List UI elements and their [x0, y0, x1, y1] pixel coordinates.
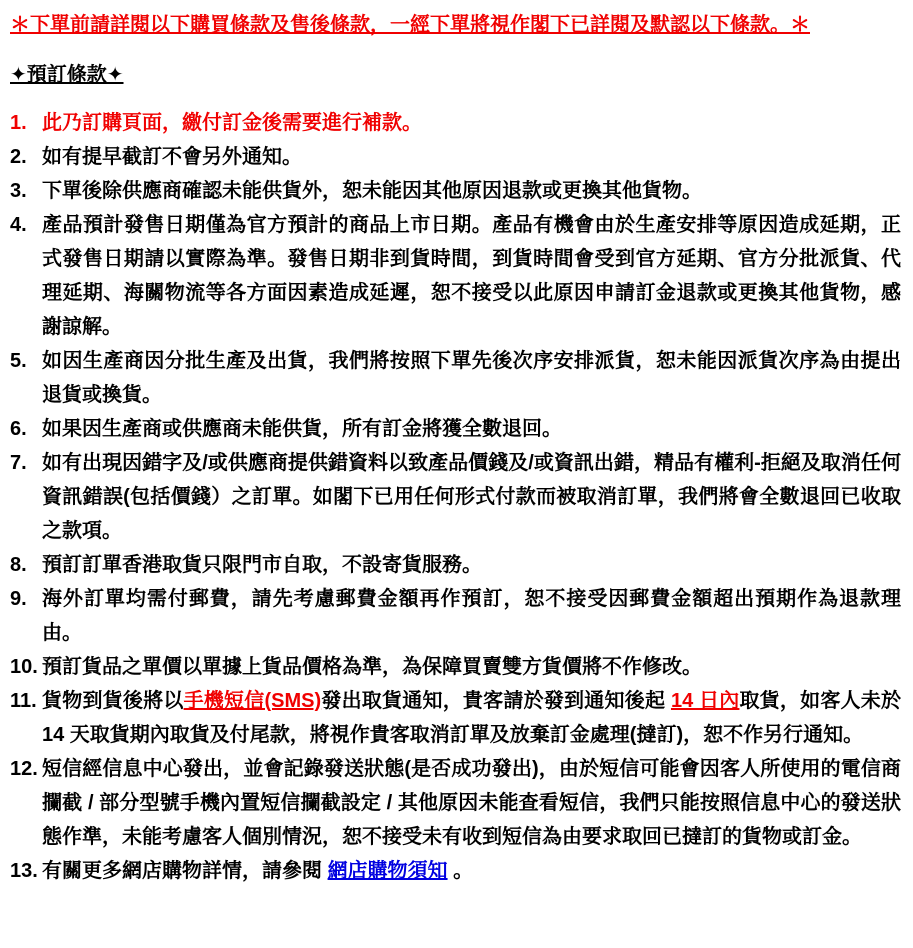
term-item-3	[10, 174, 901, 208]
term-text-segment: 預訂訂單香港取貨只限門市自取，不設寄貨服務。	[42, 554, 482, 576]
term-body	[42, 140, 901, 174]
term-text-segment: 產品預計發售日期僅為官方預計的商品上市日期。產品有機會由於生產安排等原因造成延期，正式發售日期請以實際為準。發售日期非到貨時間，到貨時間會受到官方延期、官方分批派貨、代理延期、海關物流等各方面因素造成延遲，恕不接受以此原因申請訂金退款或更換其他貨物，感謝諒解。	[42, 214, 901, 338]
term-text-segment: 如有出現因錯字及/或供應商提供錯資料以致產品價錢及/或資訊出錯，精品有權利-拒絕及取消任何資訊錯誤(包括價錢）之訂單。如閣下已用任何形式付款而被取消訂單，我們將會全數退回已收取之款項。	[42, 452, 901, 542]
term-number: 12.	[10, 758, 38, 780]
term-body	[42, 684, 901, 752]
term-item-7	[10, 446, 901, 548]
term-number: 13.	[10, 860, 38, 882]
term-body	[42, 854, 901, 888]
term-text-segment: 取貨，如客人未於 14 天取貨期內取貨及付尾款，將視作貴客取消訂單及放棄訂金處理(撻訂)，恕不作另行通知。	[42, 690, 902, 746]
term-text-segment: 海外訂單均需付郵費，請先考慮郵費金額再作預訂，恕不接受因郵費金額超出預期作為退款理由。	[42, 588, 901, 644]
term-number: 11.	[10, 690, 37, 712]
term-body	[42, 446, 901, 548]
term-body	[42, 174, 901, 208]
term-body	[42, 344, 901, 412]
term-item-1	[10, 106, 901, 140]
term-item-11	[10, 684, 901, 752]
term-item-10	[10, 650, 901, 684]
term-text-segment: 發出取貨通知，貴客請於發到通知後起	[321, 690, 671, 712]
term-body	[42, 548, 901, 582]
term-text-segment: 如因生產商因分批生產及出貨，我們將按照下單先後次序安排派貨，恕未能因派貨次序為由提出退貨或換貨。	[42, 350, 901, 406]
term-text-segment: 如有提早截訂不會另外通知。	[42, 146, 302, 168]
term-text-segment: 貨物到貨後將以	[42, 690, 184, 712]
term-number: 8.	[10, 554, 27, 576]
term-number: 9.	[10, 588, 27, 610]
term-item-8	[10, 548, 901, 582]
term-text-segment: 預訂貨品之單價以單據上貨品價格為準，為保障買賣雙方貨價將不作修改。	[42, 656, 702, 678]
term-number: 7.	[10, 452, 27, 474]
term-item-12	[10, 752, 901, 854]
term-number: 4.	[10, 214, 27, 236]
shop-guide-link[interactable]: 網店購物須知	[327, 860, 448, 882]
term-number: 10.	[10, 656, 38, 678]
term-item-4	[10, 208, 901, 344]
term-number: 3.	[10, 180, 27, 202]
term-number: 1.	[10, 112, 27, 134]
term-body	[42, 650, 901, 684]
term-number: 6.	[10, 418, 27, 440]
terms-list	[10, 106, 901, 888]
term-text-segment: 下單後除供應商確認未能供貨外，恕未能因其他原因退款或更換其他貨物。	[42, 180, 702, 202]
term-text-segment: 有關更多網店購物詳情，請參閱	[42, 860, 328, 882]
term-item-5	[10, 344, 901, 412]
term-text-segment: 。	[447, 860, 474, 882]
sms-notice-highlight: 手機短信(SMS)	[183, 690, 322, 712]
term-body	[42, 752, 901, 854]
term-item-2	[10, 140, 901, 174]
term-body	[42, 106, 901, 140]
section-title-preorder-terms: ✦預訂條款✦	[10, 64, 124, 86]
term-number: 2.	[10, 146, 27, 168]
term-body	[42, 412, 901, 446]
pre-order-warning-banner: ＊下單前請詳閱以下購買條款及售後條款，一經下單將視作閣下已詳閱及默認以下條款。＊	[10, 14, 810, 36]
term-item-13	[10, 854, 901, 888]
term-body	[42, 582, 901, 650]
term-text-segment: 短信經信息中心發出，並會記錄發送狀態(是否成功發出)，由於短信可能會因客人所使用的電信商攔截 / 部分型號手機內置短信攔截設定 / 其他原因未能查看短信，我們只能按照信息中心的發送狀態作準，未能考慮客人個別情況，恕不接受未有收到短信為由要求取回已撻訂的貨物或訂金。	[42, 758, 901, 848]
term-text-segment: 此乃訂購頁面，繳付訂金後需要進行補款。	[42, 112, 422, 134]
term-body	[42, 208, 901, 344]
term-item-9	[10, 582, 901, 650]
term-item-6	[10, 412, 901, 446]
pickup-deadline-highlight: 14 日內	[670, 690, 740, 712]
term-number: 5.	[10, 350, 27, 372]
term-text-segment: 如果因生產商或供應商未能供貨，所有訂金將獲全數退回。	[42, 418, 562, 440]
